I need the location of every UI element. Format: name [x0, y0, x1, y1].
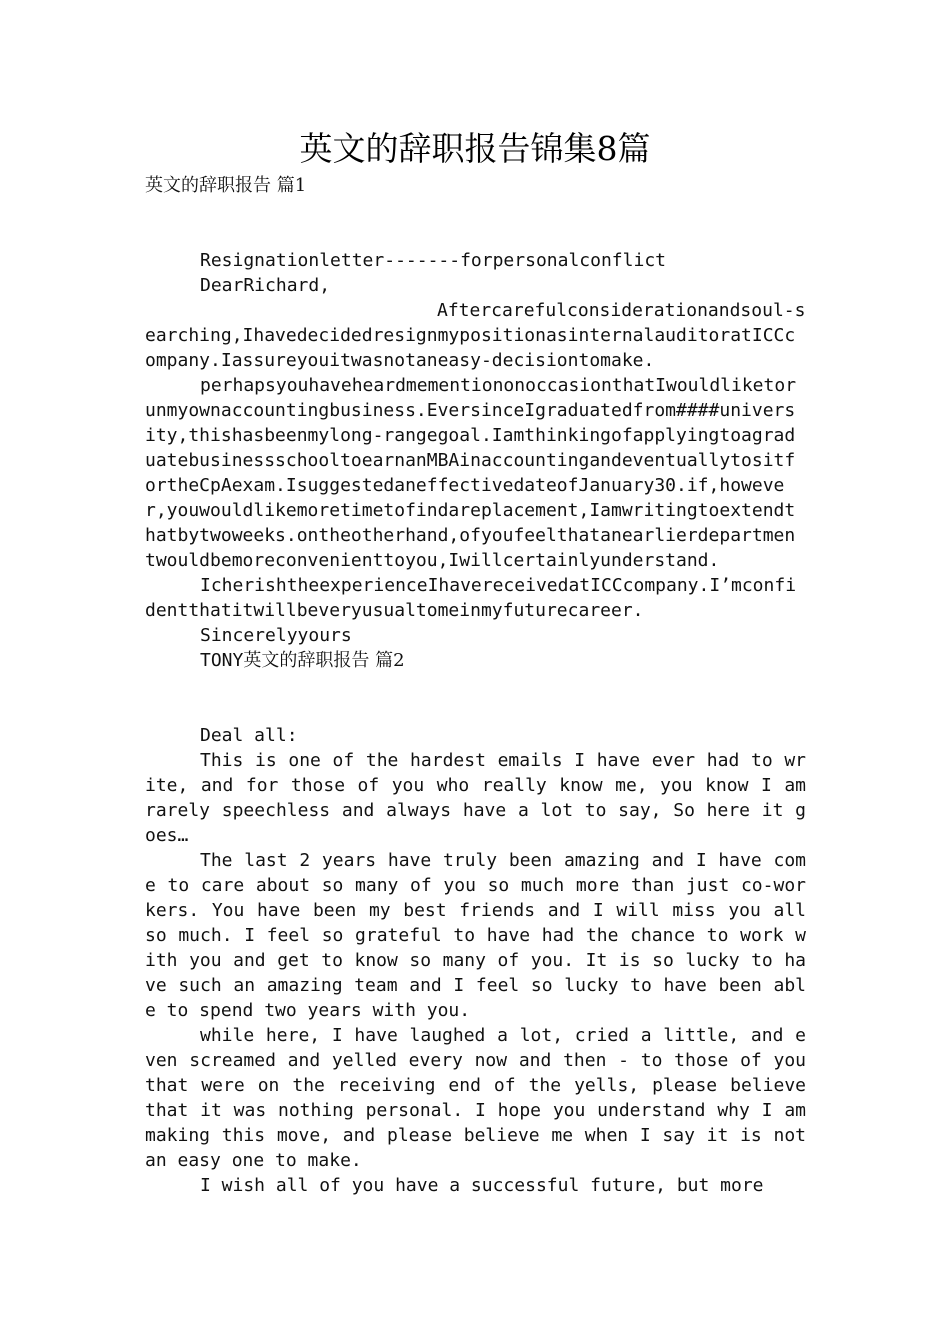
section-2-heading: 英文的辞职报告 篇2	[243, 650, 405, 671]
letter-2-paragraph-4: I wish all of you have a successful future, but more	[200, 1175, 764, 1196]
letter-1-paragraph-3: IcherishtheexperienceIhavereceivedatICCcompany.I’mconfidentthatitwillbeveryusualtomeinmyfuturecareer.	[145, 575, 797, 621]
section-1-heading: 英文的辞职报告 篇1	[145, 175, 307, 196]
letter-2-paragraph-3: while here, I have laughed a lot, cried a little, and even screamed and yelled every now and then - to those of you that were on the receiving end of the yells, please believe that it was nothing personal. I hope you understand why I am making this move, and please believe me when I say it is not an easy one to make.	[145, 1025, 806, 1171]
document-title: 英文的辞职报告锦集8篇	[299, 129, 651, 168]
letter-1-salutation: DearRichard,	[200, 275, 331, 296]
letter-1-signature: TONY	[200, 650, 244, 671]
letter-1-paragraph-2: perhapsyouhaveheardmementiononoccasionthatIwouldliketorunmyownaccountingbusiness.EversinceIgraduatedfrom####university,thishasbeenmylong-rangegoal.IamthinkingofapplyingtoagraduatebusinessschooltoearnanMBAinaccountingandeventuallytositfortheCpAexam.IsuggestedaneffectivedateofJanuary30.if,however,youwouldlikemoretimetofindareplacement,Iamwritingtoextendthatbytwoweeks.ontheotherhand,ofyoufeelthatanearlierdepartmentwouldbemoreconvenienttoyou,Iwillcertainlyunderstand.	[145, 375, 797, 571]
letter-2-paragraph-2: The last 2 years have truly been amazing and I have come to care about so many of you so much more than just co-workers. You have been my best friends and I will miss you all so much. I feel so grateful to have had the chance to work with you and get to know so many of you. It is so lucky to have such an amazing team and I feel so lucky to have been able to spend two years with you.	[145, 850, 806, 1021]
letter-2-salutation: Deal all:	[200, 725, 298, 746]
letter-1-signature-line	[145, 648, 806, 673]
letter-1-closing: Sincerelyyours	[200, 625, 352, 646]
letter-2-paragraph-1: This is one of the hardest emails I have ever had to write, and for those of you who really know me, you know I am rarely speechless and always have a lot to say, So here it goes…	[145, 750, 806, 846]
letter-1-subject: Resignationletter-------forpersonalconflict	[200, 250, 666, 271]
document-body	[145, 173, 806, 1198]
letter-1-paragraph-1: Aftercarefulconsiderationandsoul-searching,IhavedecidedresignmypositionasinternalauditoratICCcompany.Iassureyouitwasnotaneasy-decisiontomake.	[145, 300, 806, 371]
